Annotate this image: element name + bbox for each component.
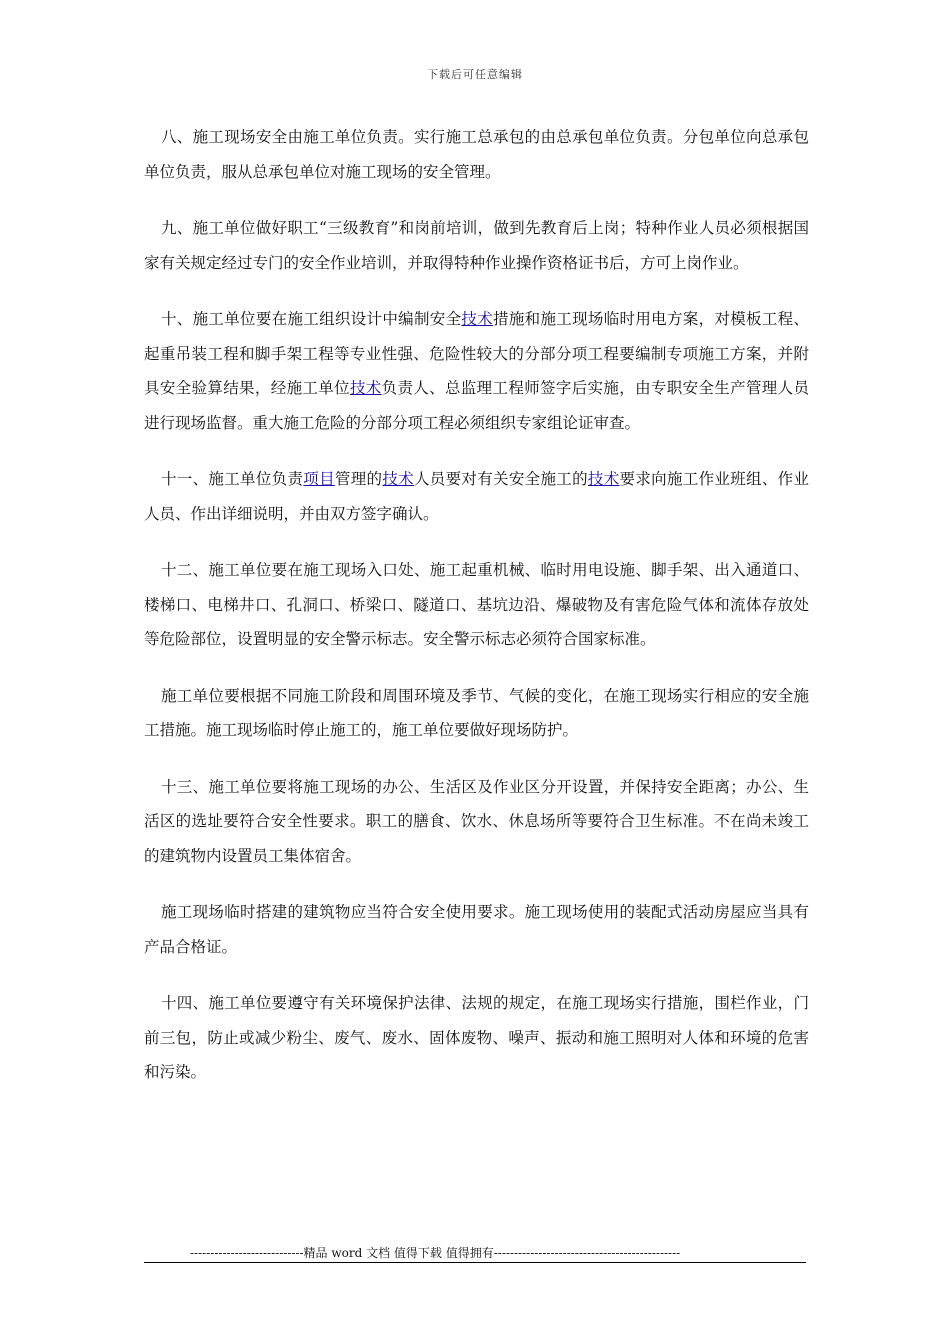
paragraph-text: 措施和施工现场临时用电方案，对模板工程、起重吊装工程和脚手架工程等专业性强、危险性较大的分部分项工程要编制专项施工方案，并附具安全验算结果，经施工单位 xyxy=(144,310,809,397)
paragraph xyxy=(144,553,809,657)
paragraph-text: 要求向施工作业班组、作业人员、作出详细说明，并由双方签字确认。 xyxy=(144,470,809,523)
inline-link[interactable]: 技术 xyxy=(349,379,382,397)
paragraph-text: 十、施工单位要在施工组织设计中编制安全 xyxy=(161,310,462,328)
paragraph-text: 人员要对有关安全施工的 xyxy=(413,470,588,488)
inline-link[interactable]: 技术 xyxy=(587,470,620,488)
paragraph-text: 施工单位要根据不同施工阶段和周围环境及季节、气候的变化，在施工现场实行相应的安全施工措施。施工现场临时停止施工的，施工单位要做好现场防护。 xyxy=(144,686,809,739)
header-note: 下载后可任意编辑 xyxy=(427,68,523,81)
footer-divider xyxy=(144,1262,806,1263)
paragraph-text: 十二、施工单位要在施工现场入口处、施工起重机械、临时用电设施、脚手架、出入通道口、楼梯口、电梯井口、孔洞口、桥梁口、隧道口、基坑边沿、爆破物及有害危险气体和流体存放处等危险部位，设置明显的安全警示标志。安全警示标志必须符合国家标准。 xyxy=(144,561,809,648)
paragraph-text: 十三、施工单位要将施工现场的办公、生活区及作业区分开设置，并保持安全距离；办公、生活区的选址要符合安全性要求。职工的膳食、饮水、休息场所等要符合卫生标准。不在尚未竣工的建筑物内设置员工集体宿舍。 xyxy=(144,777,809,865)
paragraph xyxy=(144,211,809,280)
paragraph-text: 施工现场临时搭建的建筑物应当符合安全使用要求。施工现场使用的装配式活动房屋应当具有产品合格证。 xyxy=(144,903,809,956)
paragraph-text: 负责人、总监理工程师签字后实施，由专职安全生产管理人员进行现场监督。重大施工危险的分部分项工程必须组织专家组论证审查。 xyxy=(144,379,809,432)
paragraph-text: 九、施工单位做好职工“三级教育”和岗前培训，做到先教育后上岗；特种作业人员必须根据国家有关规定经过专门的安全作业培训，并取得特种作业操作资格证书后，方可上岗作业。 xyxy=(144,219,809,272)
document-body xyxy=(144,120,809,1112)
paragraph-text: 十一、施工单位负责 xyxy=(161,470,304,488)
paragraph xyxy=(144,986,809,1090)
paragraph-text: 十四、施工单位要遵守有关环境保护法律、法规的规定，在施工现场实行措施，围栏作业，门前三包，防止或减少粉尘、废气、废水、固体废物、噪声、振动和施工照明对人体和环境的危害和污染。 xyxy=(144,994,809,1081)
paragraph xyxy=(144,770,809,874)
inline-link[interactable]: 项目 xyxy=(303,470,335,488)
paragraph xyxy=(144,895,809,964)
paragraph xyxy=(144,679,809,748)
footer-text: ----------------------------精品 word 文档 值得下载 值得拥有---------------------------------------------- xyxy=(190,1246,681,1260)
paragraph xyxy=(144,302,809,440)
paragraph xyxy=(144,462,809,531)
inline-link[interactable]: 技术 xyxy=(382,470,414,488)
paragraph-text: 管理的 xyxy=(334,470,383,488)
inline-link[interactable]: 技术 xyxy=(461,310,494,328)
paragraph-text: 八、施工现场安全由施工单位负责。实行施工总承包的由总承包单位负责。分包单位向总承包单位负责，服从总承包单位对施工现场的安全管理。 xyxy=(144,128,809,181)
paragraph xyxy=(144,120,809,189)
